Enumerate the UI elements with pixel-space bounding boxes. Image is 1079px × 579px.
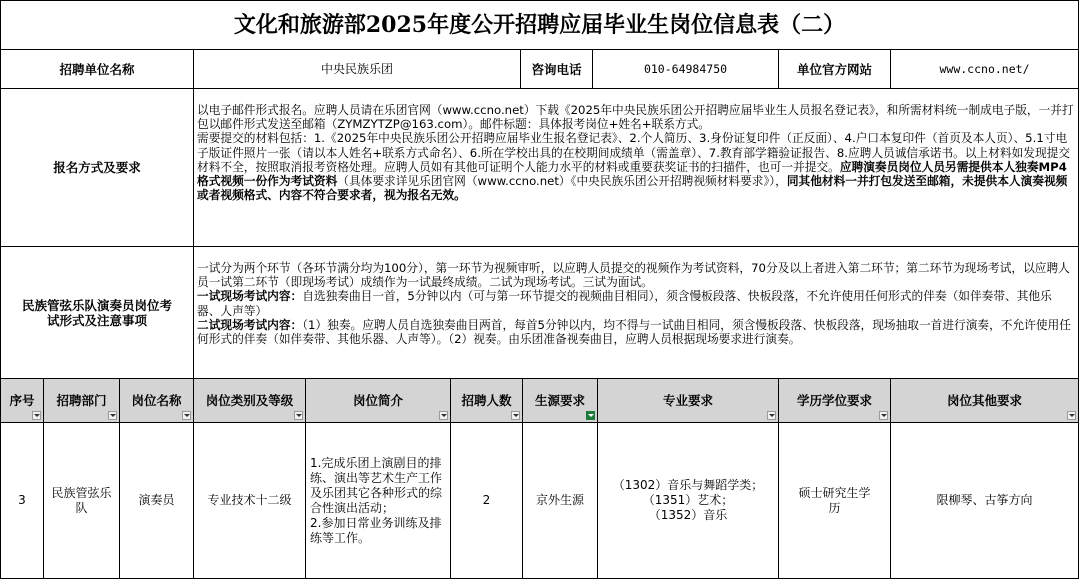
row-dept: 民族管弦乐队 (44, 423, 120, 579)
header-category[interactable] (194, 379, 306, 423)
filter-dropdown-icon[interactable] (1067, 411, 1076, 420)
row-seq: 3 (0, 423, 44, 579)
row-major: （1302）音乐与舞蹈学类； （1351）艺术； （1352）音乐 (598, 423, 779, 579)
header-other-label: 岗位其他要求 (946, 393, 1022, 408)
apply-text-part1: 以电子邮件形式报名。应聘人员请在乐团官网（www.ccno.net）下载《2025年中央民族乐团公开招聘应届毕业生人员报名登记表》，和所需材料统一制成电子版，一并打包以邮件形式发送至邮箱（ZYMZYTZP@163.com）。邮件标题：具体报考岗位+姓名+联系方式。 (197, 103, 1074, 132)
exam-format-label: 民族管弦乐队演奏员岗位考试形式及注意事项 (0, 247, 194, 379)
row-degree: 硕士研究生学历 (779, 423, 891, 579)
header-degree-label: 学历学位要求 (796, 393, 872, 408)
exam-text-part2: 自选独奏曲目一首，5分钟以内（可与第一环节提交的视频曲目相同），须含慢板段落、快板段落，不允许使用任何形式的伴奏（如伴奏带、其他乐器、人声等） (197, 289, 1052, 318)
header-post-label: 岗位名称 (131, 393, 182, 408)
header-dept-label: 招聘部门 (56, 393, 107, 408)
header-source-label: 生源要求 (534, 393, 585, 408)
row-post: 演奏员 (120, 423, 194, 579)
page-title: 文化和旅游部2025年度公开招聘应届毕业生岗位信息表（二） (0, 0, 1079, 50)
unit-name-label: 招聘单位名称 (0, 50, 194, 89)
header-dept[interactable] (44, 379, 120, 423)
apply-text-part2: 需要提交的材料包括：1.《2025年中央民族乐团公开招聘应届毕业生报名登记表》、2.个人简历、3.身份证复印件（正反面）、4.户口本复印件（首页及本人页）、5.1寸电子版证件照片一张（请以本人姓名+联系方式命名）、6.所在学校出具的在校期间成绩单（需盖章）、7.教育部学籍验证报告、8.应聘人员诚信承诺书。以上材料如发现提交材料不全，按照取消报考资格处理。应聘人员如有其他可证明个人能力水平的材料或重要获奖证书的扫描件，也可一并提交。 (197, 131, 1071, 174)
exam-format-text (194, 247, 1079, 379)
header-seq[interactable] (0, 379, 44, 423)
exam-text-bold1: 一试现场考试内容： (197, 289, 303, 304)
header-source[interactable] (523, 379, 598, 423)
header-major-label: 专业要求 (662, 393, 713, 408)
filter-dropdown-icon[interactable] (511, 411, 520, 420)
row-other: 限柳琴、古筝方向 (891, 423, 1079, 579)
filter-dropdown-icon[interactable] (439, 411, 448, 420)
phone-value: 010-64984750 (593, 50, 779, 89)
filter-dropdown-icon[interactable] (767, 411, 776, 420)
row-category: 专业技术十二级 (194, 423, 306, 579)
filter-dropdown-icon[interactable] (182, 411, 191, 420)
filter-active-icon[interactable] (586, 411, 595, 420)
row-source: 京外生源 (523, 423, 598, 579)
filter-dropdown-icon[interactable] (108, 411, 117, 420)
header-major[interactable] (598, 379, 779, 423)
row-intro: 1.完成乐团上演剧目的排练、演出等艺术生产工作及乐团其它各种形式的综合性演出活动； 2.参加日常业务训练及排练等工作。 (306, 423, 451, 579)
exam-text-part1: 一试分为两个环节（各环节满分均为100分），第一环节为视频审听，以应聘人员提交的视频作为考试资料，70分及以上者进入第二环节；第二环节为现场考试，以应聘人员一试第二环节（即现场考试）成绩作为一试最终成绩。二试为现场考试。三试为面试。 (197, 261, 1070, 290)
header-category-label: 岗位类别及等级 (205, 393, 294, 408)
phone-label: 咨询电话 (521, 50, 593, 89)
header-count-label: 招聘人数 (461, 393, 512, 408)
filter-dropdown-icon[interactable] (879, 411, 888, 420)
row-count: 2 (451, 423, 523, 579)
apply-method-label: 报名方式及要求 (0, 89, 194, 247)
filter-dropdown-icon[interactable] (294, 411, 303, 420)
exam-text-bold2: 二试现场考试内容： (197, 317, 303, 332)
apply-method-text (194, 89, 1079, 247)
filter-dropdown-icon[interactable] (32, 411, 41, 420)
header-count[interactable] (451, 379, 523, 423)
header-seq-label: 序号 (9, 393, 35, 408)
website-label: 单位官方网站 (779, 50, 891, 89)
exam-text-part3: （1）独奏。应聘人员自选独奏曲目两首，每首5分钟以内，均不得与一试曲目相同，须含慢板段落、快板段落，现场抽取一首进行演奏，不允许使用任何形式的伴奏（如伴奏带、其他乐器、人声等）。（2）视奏。由乐团准备视奏曲目，应聘人员根据现场要求进行演奏。 (197, 317, 1071, 347)
website-value[interactable]: www.ccno.net/ (891, 50, 1079, 89)
apply-text-bold2: 同其他材料一并打包发送至邮箱，未提供本人演奏视频或者视频格式、内容不符合要求者，视为报名无效。 (197, 174, 1068, 203)
header-post[interactable] (120, 379, 194, 423)
apply-text-bold1: 应聘演奏员岗位人员另需提供本人独奏MP4格式视频一份作为考试资料 (197, 159, 1067, 189)
unit-name-value: 中央民族乐团 (194, 50, 521, 89)
header-other[interactable] (891, 379, 1079, 423)
header-intro[interactable] (306, 379, 451, 423)
apply-text-part3: （具体要求详见乐团官网（www.ccno.net）《中央民族乐团公开招聘视频材料要求》）， (337, 174, 787, 189)
header-intro-label: 岗位简介 (352, 393, 403, 408)
header-degree[interactable] (779, 379, 891, 423)
